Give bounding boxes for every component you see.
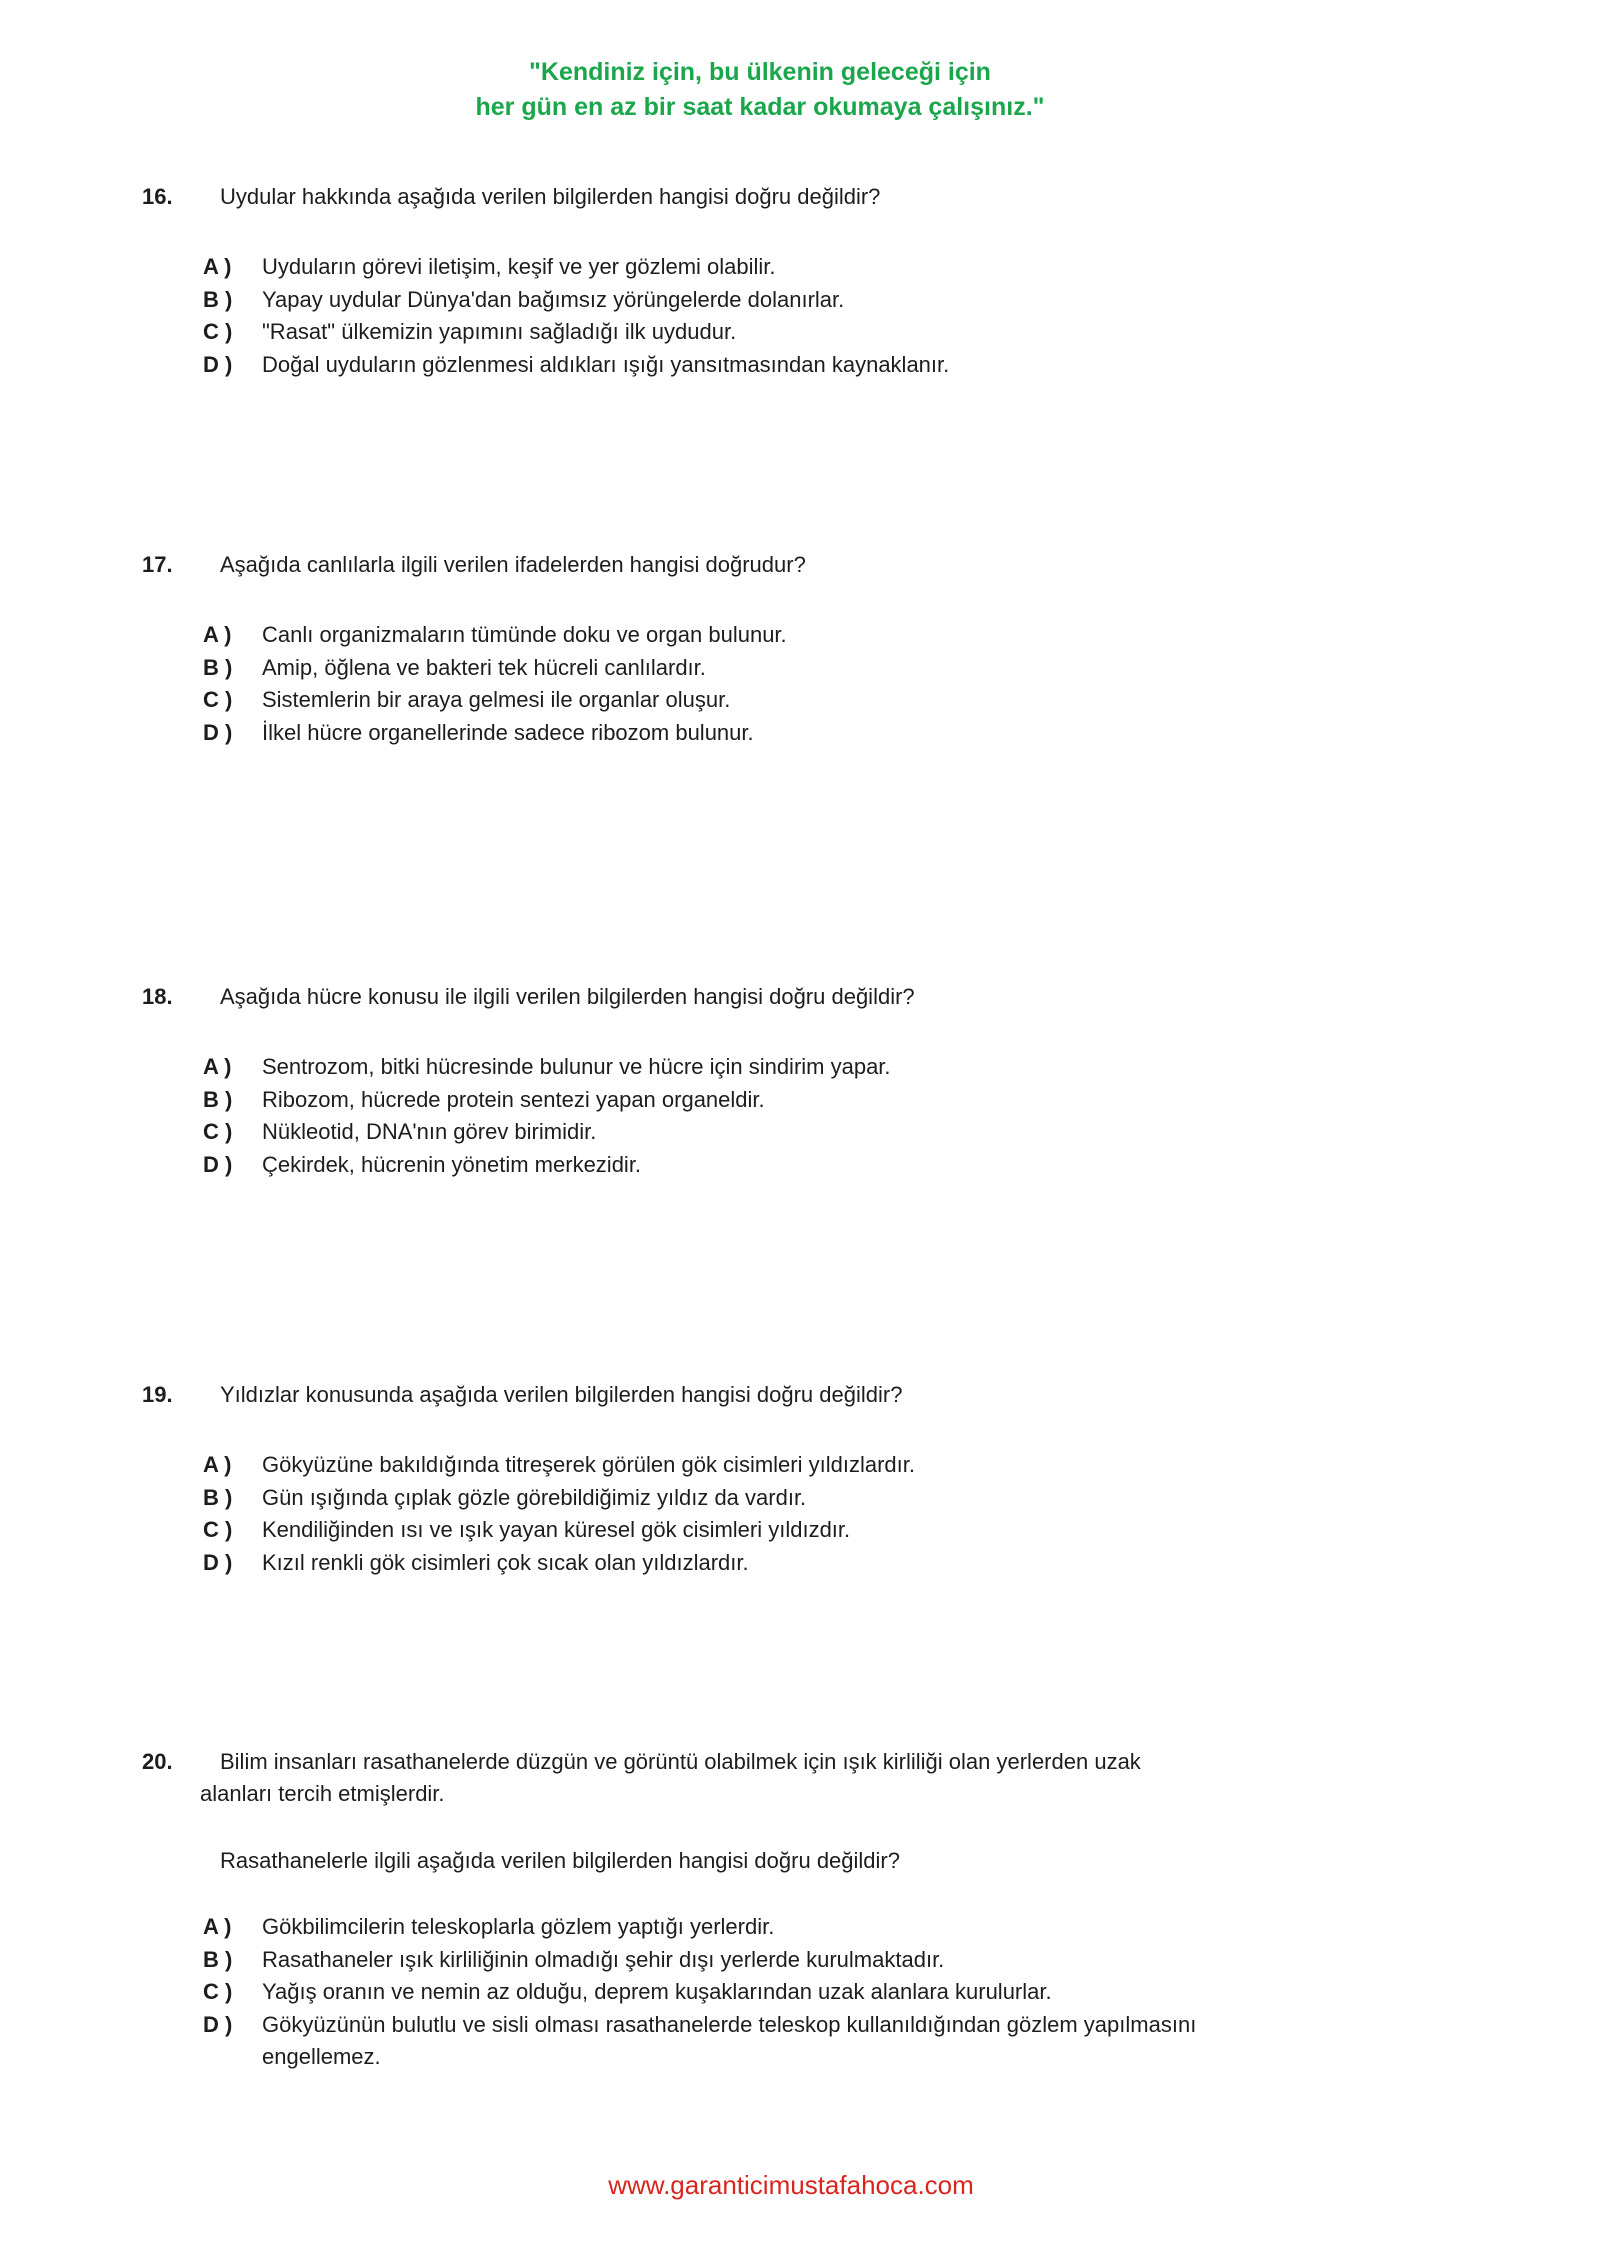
option-text-line-2: engellemez. [262, 2044, 381, 2069]
option-text: Gökbilimcilerin teleskoplarla gözlem yaptığı yerlerdir. [262, 1914, 775, 1939]
question-19-option-b [203, 1482, 1500, 1515]
question-16-option-c [203, 316, 1500, 349]
question-17-option-b [203, 652, 1500, 685]
question-16-option-b [203, 284, 1500, 317]
option-text: Amip, öğlena ve bakteri tek hücreli canlılardır. [262, 654, 706, 680]
option-text: Kendiliğinden ısı ve ışık yayan küresel gök cisimleri yıldızdır. [262, 1517, 851, 1542]
question-20 [0, 1750, 1600, 2074]
question-17-option-a [203, 619, 1500, 652]
question-16-number: 16. [142, 184, 173, 209]
option-text-multiline [262, 2009, 1500, 2074]
question-16-text: Uydular hakkında aşağıda verilen bilgilerden hangisi doğru değildir? [220, 184, 881, 209]
option-letter: A ) [203, 254, 232, 279]
option-letter: B ) [203, 654, 233, 680]
question-16-option-a [203, 251, 1500, 284]
option-text: Nükleotid, DNA'nın görev birimidir. [262, 1119, 597, 1144]
option-letter: B ) [203, 286, 233, 312]
question-16-option-d [203, 349, 1500, 382]
option-text: "Rasat" ülkemizin yapımını sağladığı ilk uydudur. [262, 319, 737, 344]
option-letter: A ) [203, 1914, 232, 1939]
option-letter: B ) [203, 1946, 233, 1972]
question-20-intro-line-1: Bilim insanları rasathanelerde düzgün ve görüntü olabilmek için ışık kirliliği olan yerlerden uzak [220, 1749, 1141, 1774]
option-text: Canlı organizmaların tümünde doku ve organ bulunur. [262, 622, 787, 647]
option-letter: C ) [203, 1517, 233, 1542]
question-17-number: 17. [142, 552, 173, 577]
option-text: Kızıl renkli gök cisimleri çok sıcak olan yıldızlardır. [262, 1549, 749, 1575]
option-text: Uyduların görevi iletişim, keşif ve yer gözlemi olabilir. [262, 254, 776, 279]
option-text: Ribozom, hücrede protein sentezi yapan organeldir. [262, 1086, 765, 1112]
option-text: Yağış oranın ve nemin az olduğu, deprem kuşaklarından uzak alanlara kurulurlar. [262, 1979, 1052, 2004]
question-19-options [203, 1449, 1500, 1579]
question-16-options [203, 251, 1500, 381]
question-19-option-a [203, 1449, 1500, 1482]
option-letter: C ) [203, 1119, 233, 1144]
question-20-options [203, 1911, 1500, 2074]
website-url: www.garanticimustafahoca.com [608, 2170, 974, 2200]
option-letter: D ) [203, 1151, 233, 1177]
question-18 [0, 985, 1600, 1181]
question-18-option-c [203, 1116, 1500, 1149]
option-text-line-1: Gökyüzünün bulutlu ve sisli olması rasathanelerde teleskop kullanıldığından gözlem yapılmasını [262, 2011, 1197, 2037]
option-text: Gökyüzüne bakıldığında titreşerek görülen gök cisimleri yıldızlardır. [262, 1452, 915, 1477]
option-text: Sistemlerin bir araya gelmesi ile organlar oluşur. [262, 687, 731, 712]
option-letter: A ) [203, 622, 232, 647]
question-17-option-d [203, 717, 1500, 750]
option-letter: C ) [203, 319, 233, 344]
option-text: İlkel hücre organellerinde sadece ribozom bulunur. [262, 719, 754, 745]
question-18-option-d [203, 1149, 1500, 1182]
quote-line-1: "Kendiniz için, bu ülkenin geleceği için [529, 58, 991, 86]
question-19-option-c [203, 1514, 1500, 1547]
option-text: Çekirdek, hücrenin yönetim merkezidir. [262, 1151, 642, 1177]
option-letter: A ) [203, 1054, 232, 1079]
quote-line-2: her gün en az bir saat kadar okumaya çalışınız." [475, 93, 1045, 121]
option-text: Sentrozom, bitki hücresinde bulunur ve hücre için sindirim yapar. [262, 1054, 891, 1079]
question-18-number: 18. [142, 984, 173, 1009]
question-17 [0, 553, 1600, 749]
option-letter: D ) [203, 2011, 233, 2037]
question-18-option-a [203, 1051, 1500, 1084]
motivational-quote [0, 55, 1520, 125]
option-text: Gün ışığında çıplak gözle görebildiğimiz yıldız da vardır. [262, 1484, 807, 1510]
question-20-number: 20. [142, 1749, 173, 1774]
question-20-option-d [203, 2009, 1500, 2074]
option-letter: C ) [203, 687, 233, 712]
question-20-option-c [203, 1976, 1500, 2009]
option-letter: A ) [203, 1452, 232, 1477]
option-letter: D ) [203, 719, 233, 745]
option-letter: B ) [203, 1484, 233, 1510]
question-20-option-a [203, 1911, 1500, 1944]
question-19-number: 19. [142, 1382, 173, 1407]
question-20-text: Rasathanelerle ilgili aşağıda verilen bilgilerden hangisi doğru değildir? [220, 1848, 900, 1873]
question-16 [0, 185, 1600, 381]
question-17-options [203, 619, 1500, 749]
option-letter: D ) [203, 1549, 233, 1575]
option-text: Doğal uyduların gözlenmesi aldıkları ışığı yansıtmasından kaynaklanır. [262, 351, 950, 377]
question-18-text: Aşağıda hücre konusu ile ilgili verilen bilgilerden hangisi doğru değildir? [220, 984, 915, 1009]
option-letter: D ) [203, 351, 233, 377]
question-20-intro-line-2: alanları tercih etmişlerdir. [200, 1781, 445, 1806]
option-letter: B ) [203, 1086, 233, 1112]
question-17-text: Aşağıda canlılarla ilgili verilen ifadelerden hangisi doğrudur? [220, 552, 806, 577]
option-letter: C ) [203, 1979, 233, 2004]
question-18-options [203, 1051, 1500, 1181]
question-19-text: Yıldızlar konusunda aşağıda verilen bilgilerden hangisi doğru değildir? [220, 1382, 903, 1407]
question-19-option-d [203, 1547, 1500, 1580]
question-17-option-c [203, 684, 1500, 717]
question-18-option-b [203, 1084, 1500, 1117]
question-20-option-b [203, 1944, 1500, 1977]
question-19 [0, 1383, 1600, 1579]
option-text: Rasathaneler ışık kirliliğinin olmadığı şehir dışı yerlerde kurulmaktadır. [262, 1946, 945, 1972]
option-text: Yapay uydular Dünya'dan bağımsız yörüngelerde dolanırlar. [262, 286, 845, 312]
